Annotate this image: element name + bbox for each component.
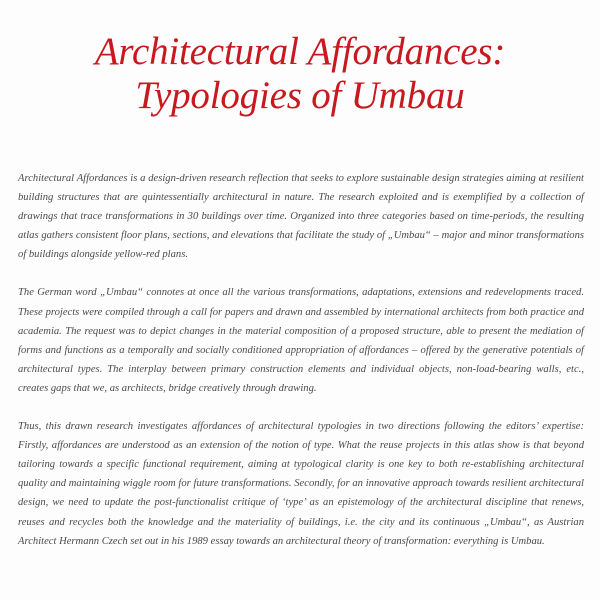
body-text bbox=[18, 169, 584, 570]
title-line-2: Typologies of Umbau bbox=[135, 74, 465, 117]
title-line-1: Architectural Affordances: bbox=[94, 30, 506, 73]
paragraph-3: Thus, this drawn research investigates affordances of architectural typologies in two directions following the editors’ expertise: Firstly, affordances are understood as an extension of the notion of type. What the reuse projects in this atlas show is that beyond tailoring towards a specific functional requirement, aiming at typological clarity is one key to both re-establishing architectural quality and maintaining wiggle room for future transformations. Secondly, for an innovative approach towards resilient architectural design, we need to update the post-functionalist critique of ‘type’ as an epistemology of the architectural discipline that renews, reuses and recycles both the knowledge and the materiality of buildings, i.e. the city and its continuous „Umbau“, as Austrian Architect Hermann Czech set out in his 1989 essay towards an architectural theory of transformation: everything is Umbau. bbox=[18, 421, 584, 547]
paragraph-2: The German word „Umbau“ connotes at once all the various transformations, adaptations, extensions and redevelopments traced. These projects were compiled through a call for papers and drawn and assembled by international architects from both practice and academia. The request was to depict changes in the material composition of a proposed structure, able to present the mediation of forms and functions as a temporally and socially conditioned appropriation of affordances – offered by the generative potentials of architectural types. The interplay between primary construction elements and individual objects, non-load-bearing walls, etc., creates gaps that we, as architects, bridge creatively through drawing. bbox=[18, 287, 584, 394]
page-title bbox=[0, 30, 600, 118]
paragraph-1: Architectural Affordances is a design-driven research reflection that seeks to explore sustainable design strategies aiming at resilient building structures that are quintessentially architectural in nature. The research exploited and is exemplified by a collection of drawings that trace transformations in 30 buildings over time. Organized into three categories based on time-periods, the resulting atlas gathers consistent floor plans, sections, and elevations that facilitate the study of „Umbau“ – major and minor transformations of buildings alongside yellow-red plans. bbox=[18, 173, 584, 261]
